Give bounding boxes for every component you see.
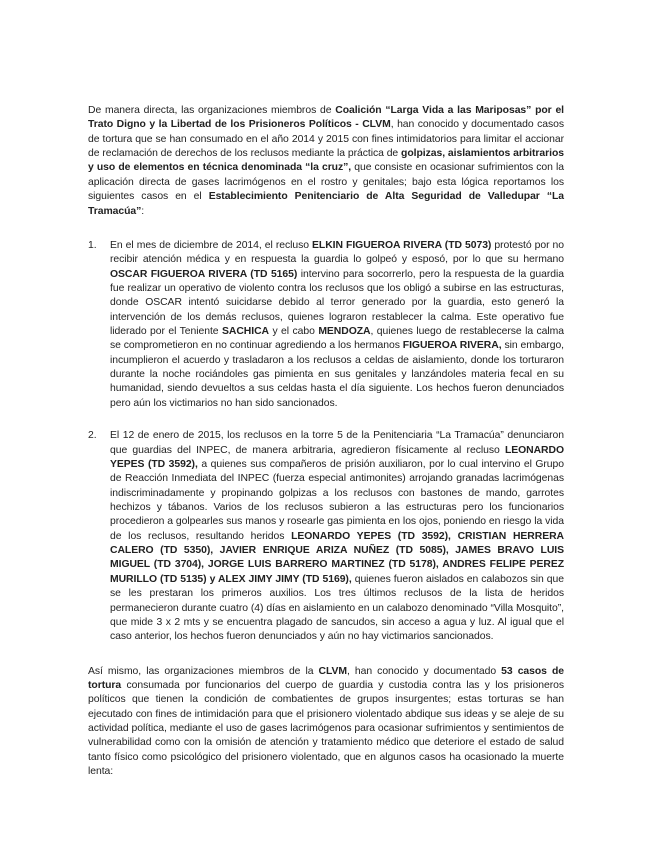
case-item-1: [88, 239, 564, 411]
closing-text-1: Así mismo, las organizaciones miembros de la: [88, 665, 319, 677]
case1-text-5: , quienes luego de restablecerse la calma se comprometieron en no continuar agrediendo a los hermanos: [110, 326, 564, 352]
case2-bold-1: LEONARDO YEPES (TD 3592),: [110, 444, 564, 470]
intro-bold-coalition: Coalición “Larga Vida a las Mariposas” por el Trato Digno y la Libertad de los Prisioneros Políticos - CLVM: [88, 105, 565, 131]
document-body: [88, 104, 564, 779]
case1-bold-5: FIGUEROA RIVERA,: [402, 340, 502, 352]
intro-bold-establishment: Establecimiento Penitenciario de Alta Seguridad de Valledupar “La Tramacúa”: [88, 191, 564, 217]
case1-text-3: intervino para socorrerlo, pero la respuesta de la guardia fue realizar un operativo de violento contra los reclusos que los obligó a subirse en las estructuras, donde OSCAR intentó suicidarse debido al terror generado por la guardia, esto generó la intervención de los demás reclusos, quienes lograron restablecer la calma. Este operativo fue liderado por el Teniente: [110, 268, 564, 338]
case2-text-1: El 12 de enero de 2015, los reclusos en la torre 5 de la Penitenciaria “La Tramacúa” denunciaron que guardias del INPEC, de manera arbitraria, agredieron físicamente al recluso: [110, 430, 564, 456]
closing-paragraph: [88, 665, 564, 780]
case1-bold-4: MENDOZA: [318, 326, 371, 338]
case1-text-6: sin embargo, incumplieron el acuerdo y trasladaron a los reclusos a celdas de aislamiento, donde los torturaron durante la noche rociándoles gas pimienta en sus genitales y lanzándoles materia fecal en su humanidad, siendo devueltos a sus celdas hasta el día siguiente. Los hechos fueron denunciados pero aún los victimarios no han sido sancionados.: [110, 340, 565, 409]
closing-text-3: consumada por funcionarios del cuerpo de guardia y custodia contra las y los prisioneros políticos que tienen la condición de combatientes de grupos insurgentes; estas torturas se han ejecutado con fines de intimidación para que el prisionero violentado abdique sus ideas y se aleje de su actividad política, mediante el uso de gases lacrimógenos para ocasionar sufrimientos y sentimientos de vulnerabilidad como con la omisión de atención y tratamiento médico que deteriore el estado de salud tanto físico como psicológico del prisionero violentado, que en algunos casos ha ocasionado la muerte lenta:: [88, 679, 564, 778]
cases-list: [88, 239, 564, 645]
case-number-1: 1.: [88, 239, 97, 251]
case1-bold-2: OSCAR FIGUEROA RIVERA (TD 5165): [110, 268, 298, 280]
case1-bold-1: ELKIN FIGUEROA RIVERA (TD 5073): [312, 239, 492, 251]
case1-text-1: En el mes de diciembre de 2014, el recluso: [110, 239, 313, 251]
closing-bold-1: CLVM: [318, 665, 348, 677]
intro-paragraph: [88, 104, 564, 219]
case2-text-2: a quienes sus compañeros de prisión auxiliaron, por lo cual intervino el Grupo de Reacción Inmediata del INPEC (fuerza especial antimonites) arrojando granadas lacrimógenas indiscriminadamente y propinando golpizas a los reclusos con bastones de mando, garrotes hechizos y tábanos. Varios de los reclusos subieron a las estructuras pero los funcionarios procedieron a golpearles sus manos y rosearle gas pimienta en los ojos, poniendo en riesgo la vida de los reclusos, resultando heridos: [110, 458, 564, 542]
case1-text-2: protestó por no recibir atención médica y en respuesta la guardia lo golpeó y esposó, por lo que su hermano: [110, 239, 565, 266]
intro-text-2: , han conocido y documentado casos de tortura que se han consumado en el año 2014 y 2015 con fines intimidatorios para limitar el accionar de reclamación de derechos de los reclusos mediante la práctica de: [88, 119, 564, 160]
closing-text-2: , han conocido y documentado: [347, 665, 502, 677]
case2-bold-2: LEONARDO YEPES (TD 3592), CRISTIAN HERRERA CALERO (TD 5350), JAVIER ENRIQUE ARIZA NUÑEZ (TD 5085), JAMES BRAVO LUIS MIGUEL (TD 3704), JORGE LUIS BARRERO MARTINEZ (TD 5178), ANDRES FELIPE PEREZ MURILLO (TD 5135) y ALEX JIMY JIMY (TD 5169),: [110, 530, 564, 585]
closing-bold-2: 53 casos de tortura: [88, 665, 565, 691]
case1-text-4: y el cabo: [268, 326, 319, 338]
intro-text-1: De manera directa, las organizaciones miembros de: [88, 105, 336, 116]
intro-bold-practices: golpizas, aislamientos arbitrarios y uso de elementos en técnica denominada “la cruz”,: [88, 148, 564, 174]
case-item-2: [88, 429, 564, 644]
intro-text-4: :: [141, 205, 145, 217]
case-number-2: 2.: [88, 430, 97, 442]
intro-text-3: que consiste en ocasionar sufrimientos con la aplicación directa de gases lacrimógenos en el rostro y genitales; bajo esta lógica reportamos los siguientes casos en el: [88, 162, 564, 203]
case2-text-3: quienes fueron aislados en calabozos sin que se les prestaran los primeros auxilios. Los tres últimos reclusos de la lista de heridos permanecieron durante cuatro (4) días en aislamiento en un calabozo denominado “Villa Mosquito”, que mide 3 x 2 mts y se encuentra plagado de sancudos, sin acceso a agua y luz. Al igual que el caso anterior, los hechos fueron denunciados y aún no hay victimarios sancionados.: [110, 573, 564, 643]
case1-bold-3: SACHICA: [221, 326, 269, 338]
